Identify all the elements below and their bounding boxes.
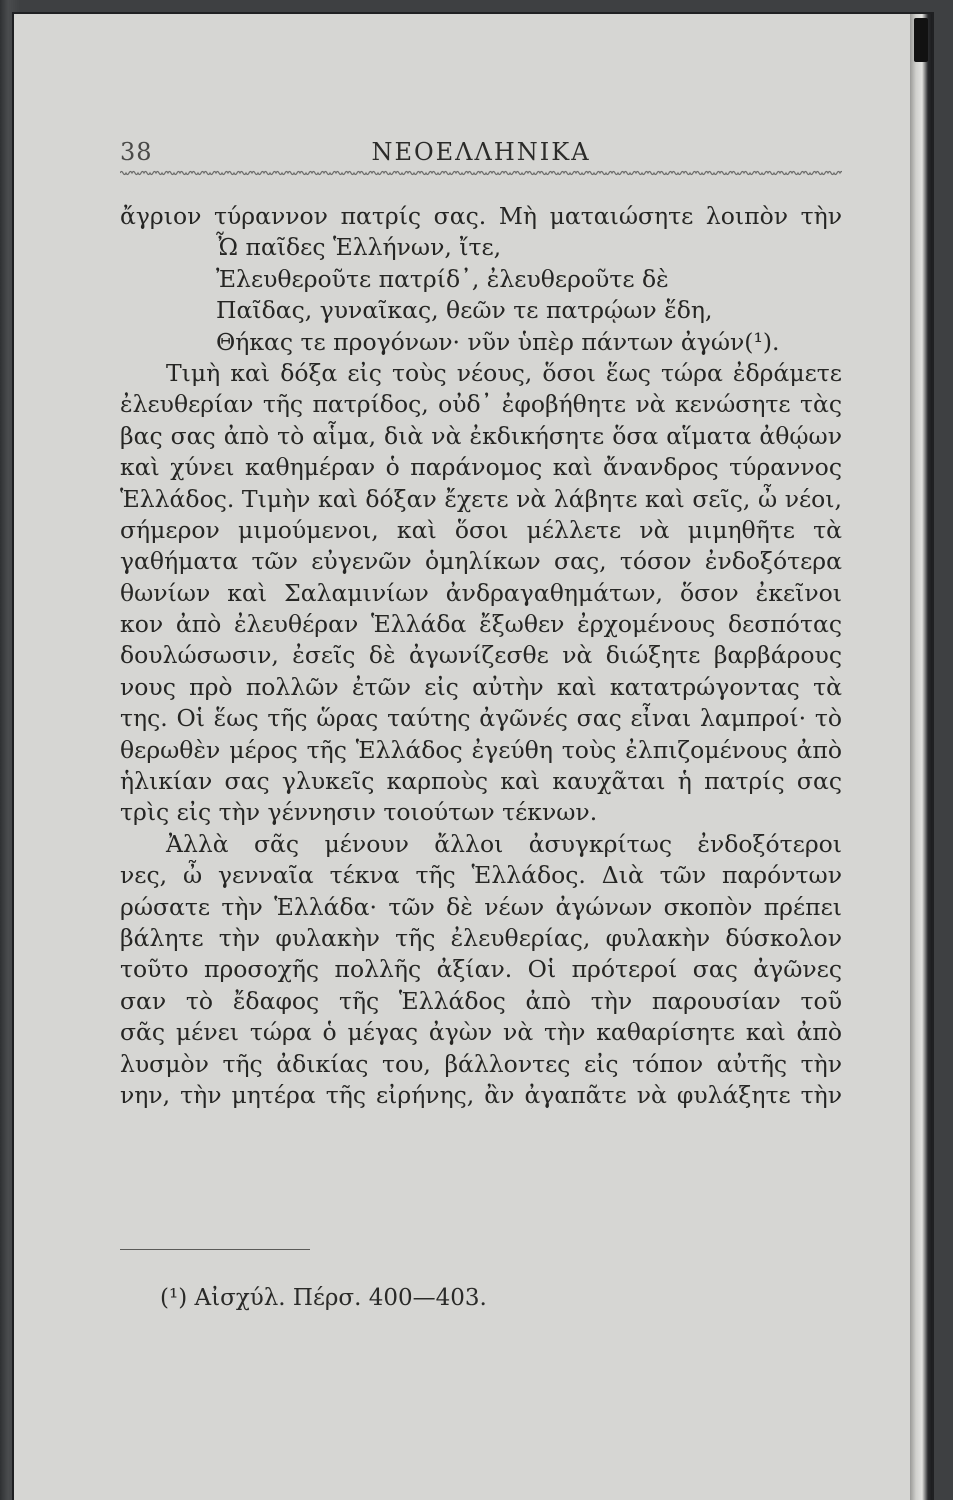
page-number: 38 xyxy=(120,138,153,166)
text-line: ἄγριον τύραννον πατρίς σας. Μὴ ματαιώσητε λοιπὸν τὴν xyxy=(120,202,842,230)
text-line: καὶ χύνει καθημέραν ὁ παράνομος καὶ ἄνανδρος τύραννος xyxy=(120,453,842,482)
text-line: ἐλευθερίαν τῆς πατρίδος, οὐδ᾽ ἐφοβήθητε νὰ κενώσητε τὰς xyxy=(120,390,842,419)
footnote-marker: (¹) xyxy=(160,1285,188,1311)
text-line: της. Οἱ ἕως τῆς ὥρας ταύτης ἀγῶνές σας εἶναι λαμπροί· τὸ xyxy=(120,704,842,733)
verse-line: Ἐλευθεροῦτε πατρίδ᾽, ἐλευθεροῦτε δὲ xyxy=(216,264,669,293)
verse-line: Ὦ παῖδες Ἑλλήνων, ἴτε, xyxy=(216,233,502,262)
running-title: ΝΕΟΕΛΛΗΝΙΚΑ xyxy=(371,138,591,166)
spine-mark xyxy=(914,18,928,62)
text-line: λυσμὸν τῆς ἀδικίας του, βάλλοντες εἰς τόπον αὐτῆς τὴν xyxy=(120,1049,842,1078)
text-line: νες, ὦ γενναῖα τέκνα τῆς Ἑλλάδος. Διὰ τῶν παρόντων xyxy=(120,861,842,890)
footnote xyxy=(160,1285,487,1311)
book-spine xyxy=(910,14,932,1500)
paragraph-last-line: τρὶς εἰς τὴν γέννησιν τοιούτων τέκνων. xyxy=(120,798,598,827)
footnote-text: Αἰσχύλ. Πέρσ. 400—403. xyxy=(194,1285,487,1311)
text-line: βας σας ἀπὸ τὸ αἷμα, διὰ νὰ ἐκδικήσητε ὅσα αἵματα ἀθῴων xyxy=(120,421,842,450)
text-line: σᾶς μένει τώρα ὁ μέγας ἀγὼν νὰ τὴν καθαρίσητε καὶ ἀπὸ xyxy=(120,1018,842,1047)
text-line: Ἑλλάδος. Τιμὴν καὶ δόξαν ἔχετε νὰ λάβητε καὶ σεῖς, ὦ νέοι, xyxy=(120,484,842,513)
main-text xyxy=(120,201,842,1111)
text-line: νους πρὸ πολλῶν ἐτῶν εἰς αὐτὴν καὶ κατατρώγοντας τὰ xyxy=(120,672,842,701)
paragraph-first-line: Τιμὴ καὶ δόξα εἰς τοὺς νέους, ὅσοι ἕως τώρα ἐδράμετε xyxy=(166,358,842,387)
verse-line: Παῖδας, γυναῖκας, θεῶν τε πατρῴων ἕδη, xyxy=(216,296,713,325)
footnote-rule xyxy=(120,1249,310,1250)
header-wavy-rule xyxy=(120,168,842,178)
text-line: βάλητε τὴν φυλακὴν τῆς ἐλευθερίας, φυλακὴν δύσκολον xyxy=(120,923,842,952)
text-line: δουλώσωσιν, ἐσεῖς δὲ ἀγωνίζεσθε νὰ διώξητε βαρβάρους xyxy=(120,641,842,670)
text-line: σαν τὸ ἔδαφος τῆς Ἑλλάδος ἀπὸ τὴν παρουσίαν τοῦ xyxy=(120,986,842,1015)
text-line: ἡλικίαν σας γλυκεῖς καρποὺς καὶ καυχᾶται ἡ πατρίς σας xyxy=(120,767,842,796)
page-header xyxy=(120,138,842,170)
text-line: θερωθὲν μέρος τῆς Ἑλλάδος ἐγεύθη τοὺς ἐλπιζομένους ἀπὸ xyxy=(120,735,842,764)
text-line: νην, τὴν μητέρα τῆς εἰρήνης, ἂν ἀγαπᾶτε νὰ φυλάξητε τὴν xyxy=(120,1080,842,1109)
text-line: κον ἀπὸ ἐλευθέραν Ἑλλάδα ἔξωθεν ἐρχομένους δεσπότας xyxy=(120,610,842,639)
paragraph-first-line: Ἀλλὰ σᾶς μένουν ἄλλοι ἀσυγκρίτως ἐνδοξότεροι xyxy=(166,829,842,858)
text-line: σήμερον μιμούμενοι, καὶ ὅσοι μέλλετε νὰ μιμηθῆτε τὰ xyxy=(120,515,842,544)
text-line: γαθήματα τῶν εὐγενῶν ὁμηλίκων σας, τόσον ἐνδοξότερα xyxy=(120,547,842,576)
verse-text: Θήκας τε προγόνων· νῦν ὑπὲρ πάντων ἀγών xyxy=(216,327,745,356)
verse-line-last xyxy=(120,327,842,358)
text-line: ρώσατε τὴν Ἑλλάδα· τῶν δὲ νέων ἀγώνων σκοπὸν πρέπει xyxy=(120,892,842,921)
text-line: τοῦτο προσοχῆς πολλῆς ἀξίαν. Οἱ πρότεροί σας ἀγῶνες xyxy=(120,955,842,984)
text-line: θωνίων καὶ Σαλαμινίων ἀνδραγαθημάτων, ὅσον ἐκεῖνοι xyxy=(120,578,842,607)
footnote-reference: (¹). xyxy=(744,327,780,356)
